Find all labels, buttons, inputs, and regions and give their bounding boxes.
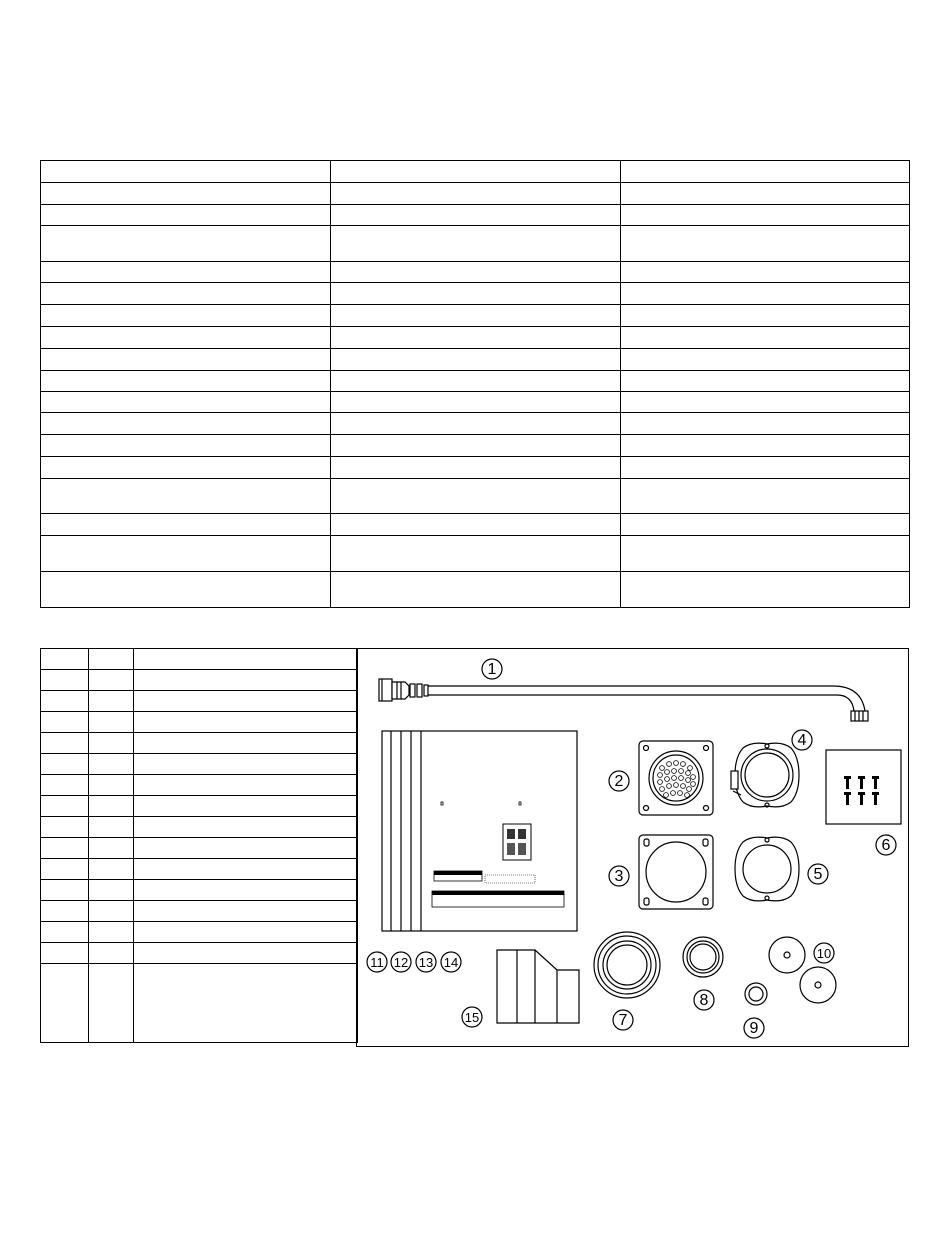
parts-diagram-svg: [357, 649, 908, 1046]
spec-cell: [41, 536, 331, 572]
spec-cell: [41, 183, 331, 205]
parts-row: [41, 943, 358, 964]
parts-cell: [134, 670, 358, 691]
spec-cell: [331, 392, 621, 413]
parts-cell: [134, 838, 358, 859]
spec-cell: [621, 205, 910, 226]
spec-row: [41, 536, 910, 572]
parts-cell: [41, 838, 89, 859]
spec-row: [41, 262, 910, 283]
parts-cell: [89, 838, 134, 859]
spec-cell: [621, 413, 910, 435]
spec-cell: [621, 371, 910, 392]
parts-row: [41, 775, 358, 796]
spec-cell: [621, 327, 910, 349]
spec-cell: [331, 479, 621, 514]
spec-cell: [331, 305, 621, 327]
parts-cell: [89, 901, 134, 922]
parts-cell: [89, 817, 134, 838]
parts-cell: [41, 943, 89, 964]
callout-label: 4: [797, 732, 807, 749]
parts-cell: [134, 901, 358, 922]
callout-label: 15: [464, 1010, 480, 1025]
parts-cell: [41, 922, 89, 943]
parts-row: [41, 754, 358, 775]
spec-row: [41, 392, 910, 413]
spec-cell: [331, 457, 621, 479]
parts-cell: [41, 817, 89, 838]
spec-cell: [41, 392, 331, 413]
parts-row: [41, 712, 358, 733]
parts-cell: [134, 712, 358, 733]
callout-label: 13: [418, 955, 434, 970]
spec-cell: [41, 205, 331, 226]
parts-cell: [41, 880, 89, 901]
parts-cell: [134, 754, 358, 775]
small-grommet-illustration: [745, 983, 767, 1005]
spec-row: [41, 349, 910, 371]
parts-row: [41, 691, 358, 712]
callout-label: 8: [699, 992, 709, 1009]
spec-row: [41, 283, 910, 305]
parts-cell: [41, 712, 89, 733]
receptacle-connector-illustration: [639, 741, 713, 815]
spec-cell: [331, 161, 621, 183]
parts-cell: [134, 922, 358, 943]
parts-cell: [134, 964, 358, 1043]
spec-cell: [41, 161, 331, 183]
spec-cell: [41, 514, 331, 536]
callout-label: 5: [813, 866, 823, 883]
spec-cell: [621, 514, 910, 536]
parts-cell: [41, 859, 89, 880]
spec-cell: [621, 536, 910, 572]
parts-row: [41, 964, 358, 1043]
spec-cell: [621, 392, 910, 413]
spec-cell: [621, 161, 910, 183]
callout-label: 10: [816, 946, 832, 961]
parts-row: [41, 649, 358, 670]
parts-cell: [41, 670, 89, 691]
spec-cell: [41, 262, 331, 283]
parts-cell: [89, 922, 134, 943]
plug-connector-illustration: [731, 743, 799, 807]
parts-cell: [89, 943, 134, 964]
parts-cell: [134, 691, 358, 712]
parts-row: [41, 796, 358, 817]
parts-cell: [134, 943, 358, 964]
plug-gasket-illustration: [735, 837, 799, 901]
spec-row: [41, 435, 910, 457]
spec-row: [41, 327, 910, 349]
parts-cell: [89, 796, 134, 817]
parts-cell: [134, 649, 358, 670]
spec-cell: [41, 226, 331, 262]
spec-row: [41, 305, 910, 327]
medium-grommet-illustration: [683, 937, 723, 977]
spec-row: [41, 205, 910, 226]
spec-cell: [331, 536, 621, 572]
parts-cell: [134, 775, 358, 796]
spec-cell: [331, 283, 621, 305]
callout-label: 1: [487, 661, 497, 678]
spec-cell: [331, 327, 621, 349]
parts-cell: [134, 817, 358, 838]
parts-cell: [89, 733, 134, 754]
spec-cell: [621, 457, 910, 479]
spec-cell: [621, 349, 910, 371]
spec-row: [41, 371, 910, 392]
callout-label: 2: [614, 773, 624, 790]
parts-cell: [89, 670, 134, 691]
spec-row: [41, 413, 910, 435]
callout-label: 6: [881, 837, 891, 854]
parts-cell: [89, 691, 134, 712]
spec-cell: [41, 327, 331, 349]
spec-cell: [41, 305, 331, 327]
spec-row: [41, 514, 910, 536]
spec-cell: [621, 226, 910, 262]
callout-label: 3: [614, 868, 624, 885]
parts-cell: [134, 859, 358, 880]
parts-cell: [41, 754, 89, 775]
spec-row: [41, 457, 910, 479]
flange-gasket-illustration: [639, 835, 713, 909]
parts-cell: [134, 796, 358, 817]
parts-row: [41, 817, 358, 838]
parts-row: [41, 670, 358, 691]
callout-label: 11: [370, 955, 384, 970]
parts-cell: [41, 691, 89, 712]
spec-cell: [41, 457, 331, 479]
spec-cell: [331, 514, 621, 536]
parts-row: [41, 901, 358, 922]
spec-cell: [331, 371, 621, 392]
spec-cell: [41, 371, 331, 392]
spec-cell: [331, 183, 621, 205]
parts-row: [41, 838, 358, 859]
spec-cell: [41, 283, 331, 305]
spec-cell: [331, 205, 621, 226]
spec-row: [41, 479, 910, 514]
spec-cell: [41, 479, 331, 514]
parts-row: [41, 859, 358, 880]
spec-cell: [621, 435, 910, 457]
callout-label: 7: [618, 1012, 628, 1029]
screws-illustration: [826, 750, 901, 824]
spec-table: [40, 160, 910, 608]
spec-cell: [41, 349, 331, 371]
spec-row: [41, 161, 910, 183]
parts-cell: [41, 733, 89, 754]
spec-cell: [331, 349, 621, 371]
parts-cell: [41, 775, 89, 796]
parts-cell: [89, 775, 134, 796]
parts-row: [41, 880, 358, 901]
spec-cell: [621, 305, 910, 327]
spec-cell: [41, 413, 331, 435]
parts-cell: [134, 733, 358, 754]
spec-cell: [331, 413, 621, 435]
spec-cell: [621, 183, 910, 205]
parts-cell: [41, 649, 89, 670]
parts-cell: [134, 880, 358, 901]
callout-label: 9: [749, 1020, 759, 1037]
callout-label: 12: [393, 955, 409, 970]
spec-cell: [621, 572, 910, 608]
spec-cell: [41, 572, 331, 608]
parts-row: [41, 922, 358, 943]
cable-assembly-illustration: [379, 679, 868, 721]
spec-row: [41, 226, 910, 262]
spec-cell: [621, 479, 910, 514]
instruction-sheet-illustration: [382, 731, 577, 931]
reducer-adapter-illustration: [497, 950, 579, 1023]
spec-cell: [331, 435, 621, 457]
parts-cell: [89, 964, 134, 1043]
spec-cell: [331, 262, 621, 283]
parts-cell: [41, 796, 89, 817]
spec-cell: [41, 435, 331, 457]
spec-cell: [331, 572, 621, 608]
callout-label: 14: [443, 955, 459, 970]
spec-cell: [621, 262, 910, 283]
spec-row: [41, 183, 910, 205]
parts-diagram: [356, 648, 909, 1047]
spec-cell: [331, 226, 621, 262]
spec-row: [41, 572, 910, 608]
parts-cell: [89, 880, 134, 901]
parts-cell: [41, 964, 89, 1043]
parts-cell: [89, 649, 134, 670]
spec-cell: [621, 283, 910, 305]
large-grommet-illustration: [594, 932, 660, 998]
parts-cell: [89, 754, 134, 775]
parts-row: [41, 733, 358, 754]
parts-cell: [89, 712, 134, 733]
parts-cell: [89, 859, 134, 880]
parts-table: [40, 648, 358, 1043]
parts-cell: [41, 901, 89, 922]
